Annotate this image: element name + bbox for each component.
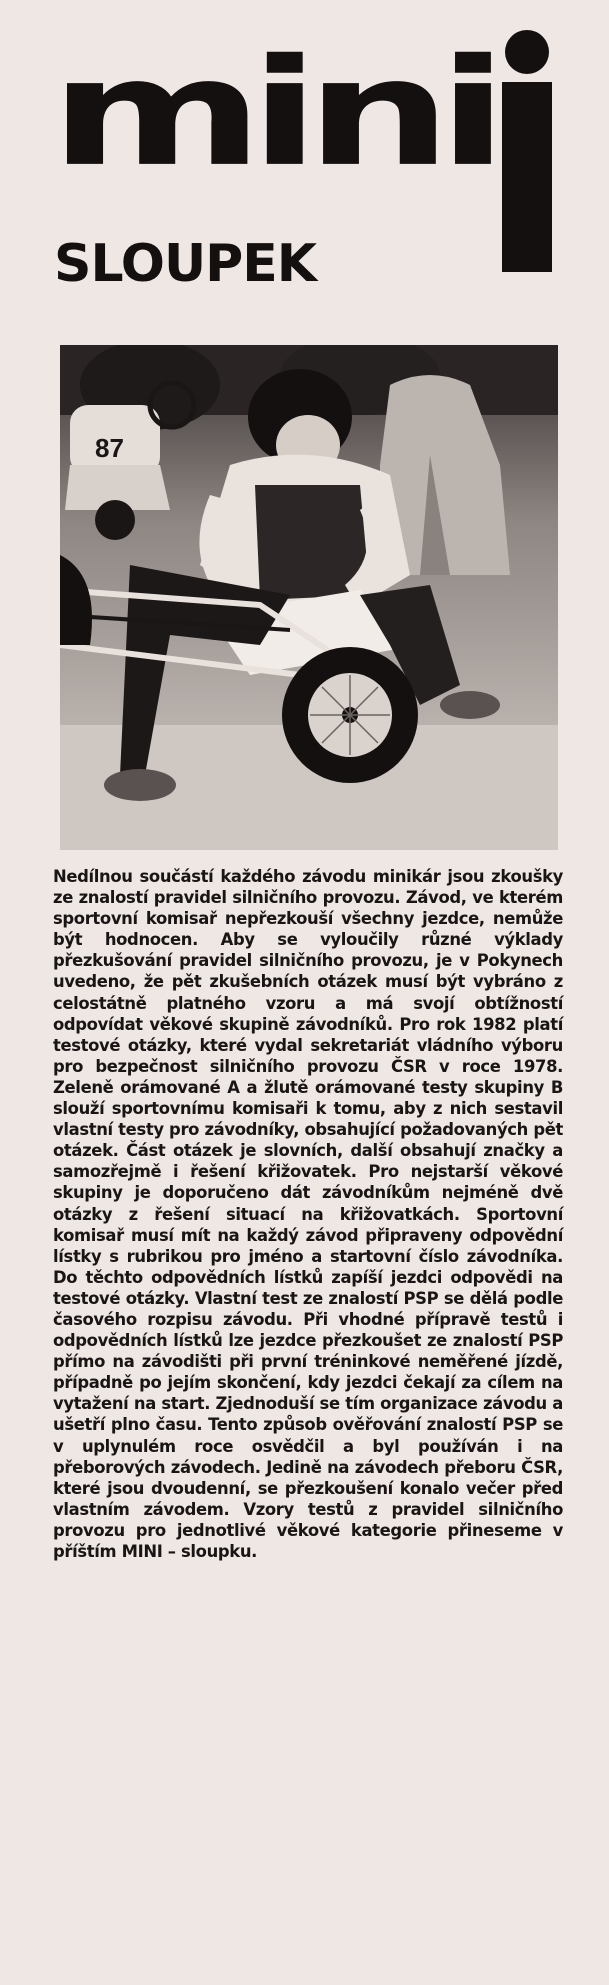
page-title: mini	[50, 27, 495, 200]
article-photo	[60, 345, 558, 850]
car-number-87: 87	[95, 433, 124, 463]
title-bar-decoration	[502, 82, 552, 272]
article-body	[53, 866, 563, 1562]
header	[0, 0, 609, 330]
title-dot-decoration	[505, 30, 549, 74]
page-subtitle: SLOUPEK	[54, 234, 317, 294]
article-paragraph: Nedílnou součástí každého závodu minikár jsou zkoušky ze znalostí pravidel silničního provozu. Závod, ve kterém sportovní komisař nepřezkouší všechny jezdce, nemůže být hodnocen. Aby se vyloučily různé výklady přezkušování pravidel silničního provozu, je v Pokynech uvedeno, že pět zkušebních otázek musí být vybráno z celostátně platného vzoru a má svojí obtížností odpovídat věkové skupině závodníků. Pro rok 1982 platí testové otázky, které vydal sekretariát vládního výboru pro bezpečnost silničního provozu ČSR v roce 1978. Zeleně orámované A a žlutě orámované testy skupiny B slouží sportovnímu komisaři k tomu, aby z nich sestavil vlastní testy pro závodníky, obsahující požadovaných pět otázek. Část otázek je slovních, další obsahují značky a samozřejmě i řešení křižovatek. Pro nejstarší věkové skupiny je doporučeno dát závodníkům nejméně dvě otázky z řešení situací na křižovatkách. Sportovní komisař musí mít na každý závod připraveny odpovědní lístky s rubrikou pro jméno a startovní číslo závodníka. Do těchto odpovědních lístků zapíší jezdci odpovědi na testové otázky. Vlastní test ze znalostí PSP se dělá podle časového rozpisu závodu. Při vhodné přípravě testů i odpovědních lístků lze jezdce přezkoušet ze znalostí PSP přímo na závodišti při první tréninkové neměřené jízdě, případně po jejím skončení, kdy jezdci čekají za cílem na vytažení na start. Zjednoduší se tím organizace závodu a ušetří plno času. Tento způsob ověřování znalostí PSP se v uplynulém roce osvědčil a byl používán i na přeborových závodech. Jedině na závodech přeboru ČSR, které jsou dvoudenní, se přezkoušení konalo večer před vlastním závodem. Vzory testů z pravidel silničního provozu pro jednotlivé věkové kategorie přineseme v příštím MINI – sloupku.	[53, 867, 563, 1561]
